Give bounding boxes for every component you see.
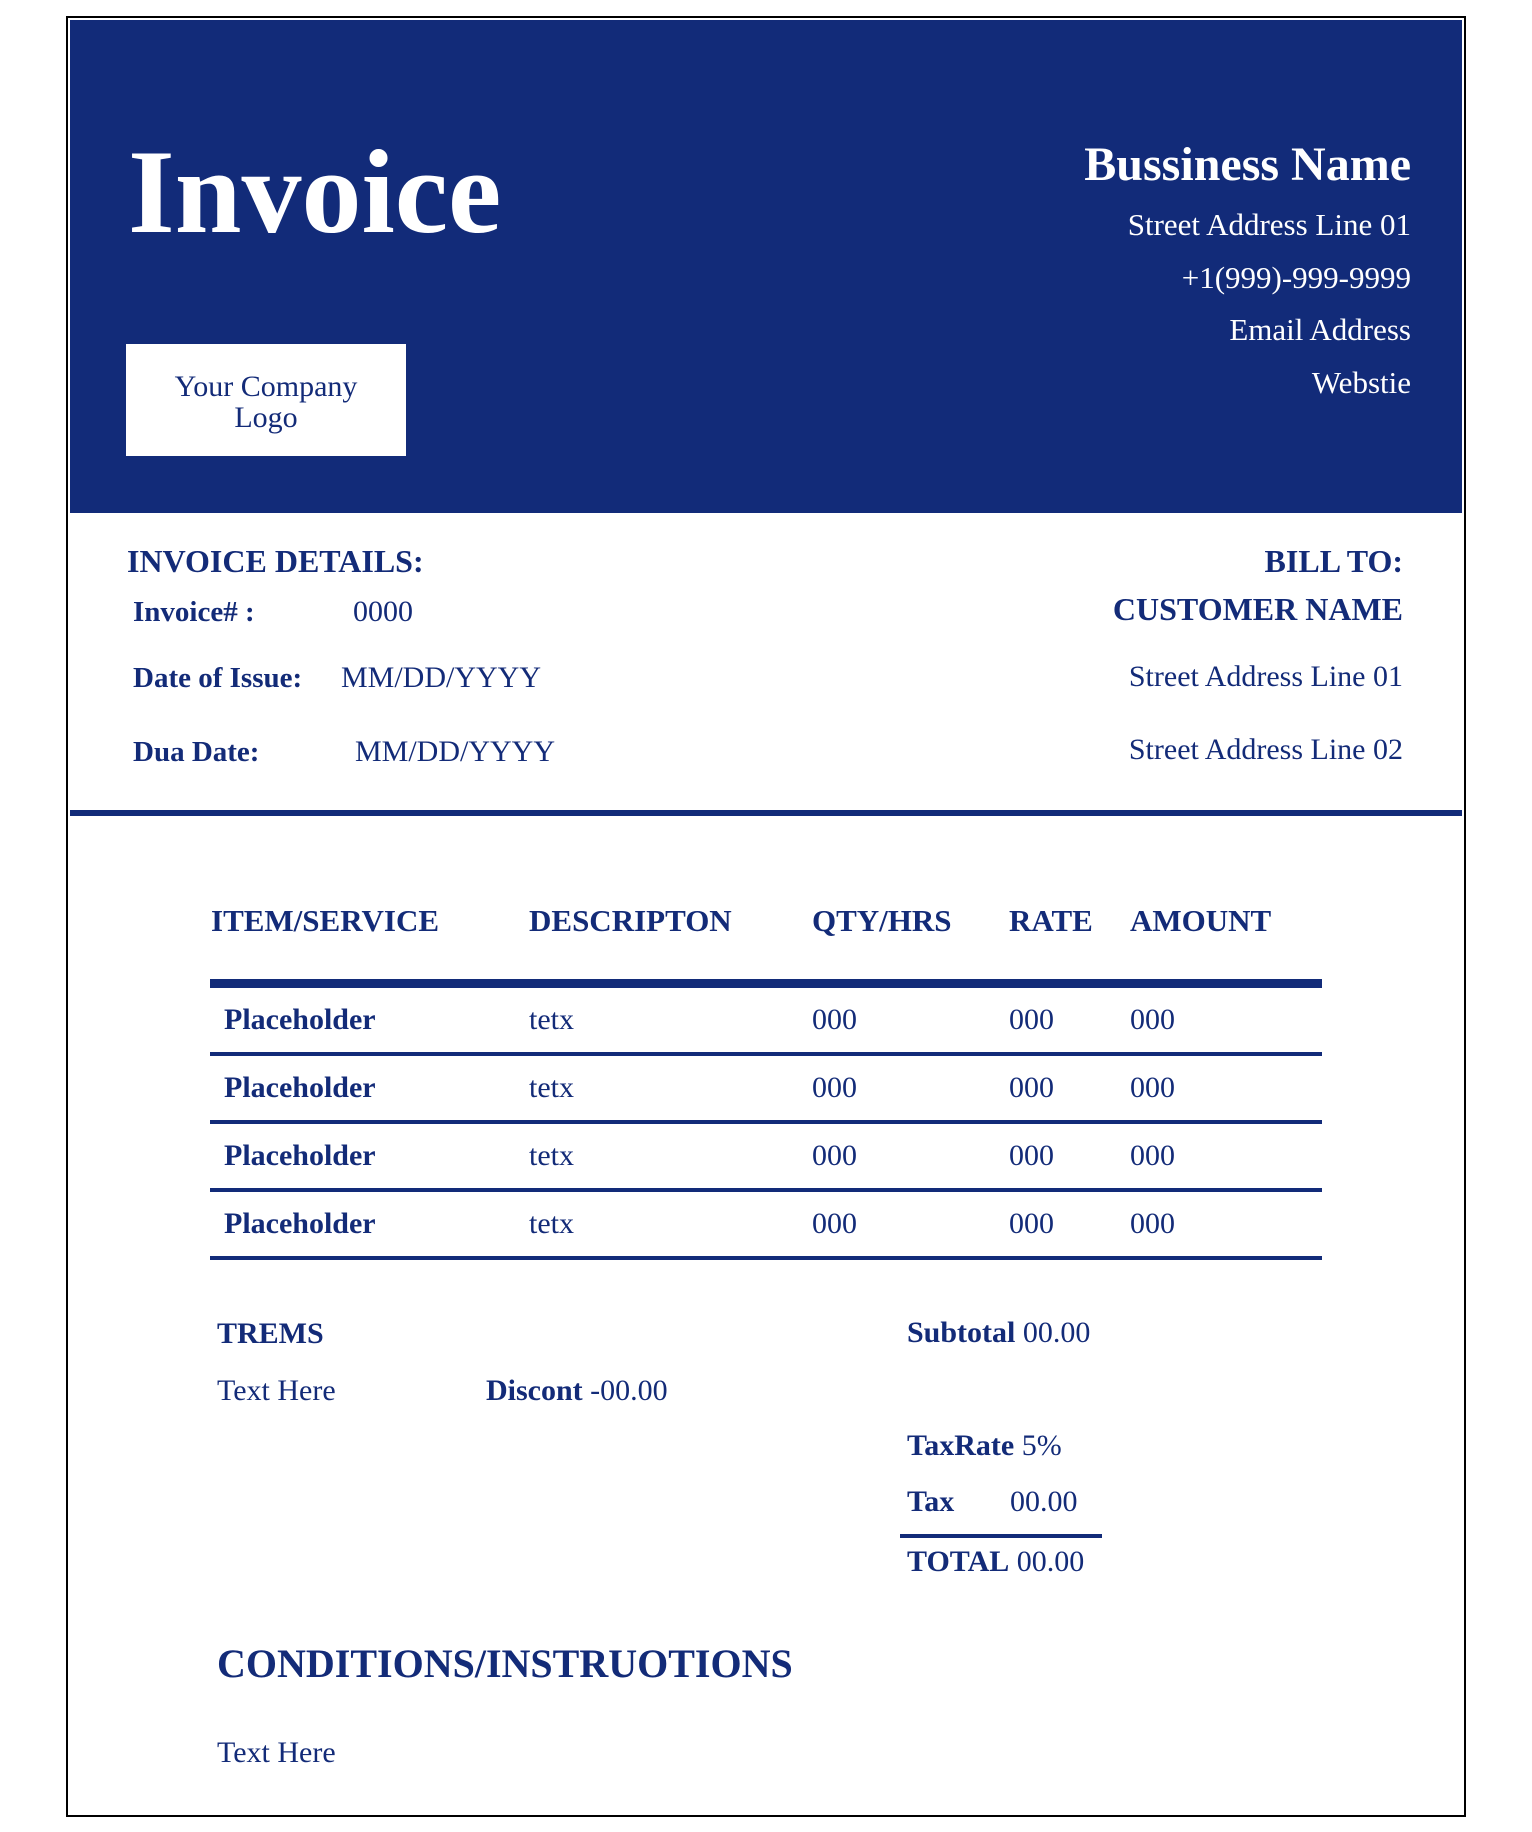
row-amount: 000 [1130, 1071, 1175, 1104]
company-logo-placeholder [126, 344, 406, 456]
business-address: Street Address Line 01 [1127, 207, 1411, 242]
logo-text-line2: Logo [234, 401, 298, 434]
row-divider [210, 1256, 1322, 1260]
bill-to-heading: BILL TO: [1264, 543, 1403, 579]
discount-value: -00.00 [590, 1374, 668, 1407]
row-qty: 000 [812, 1207, 857, 1240]
due-date-label: Dua Date: [133, 736, 260, 768]
row-rate: 000 [1009, 1207, 1054, 1240]
column-header-item: ITEM/SERVICE [211, 903, 440, 938]
business-website: Webstie [1311, 365, 1411, 400]
customer-address-line2: Street Address Line 02 [1128, 733, 1403, 766]
row-qty: 000 [812, 1139, 857, 1172]
subtotal-label: Subtotal [907, 1316, 1016, 1349]
business-email: Email Address [1229, 312, 1411, 347]
tax-label: Tax [907, 1485, 955, 1518]
terms-heading: TREMS [217, 1317, 324, 1350]
total-label: TOTAL [907, 1545, 1010, 1578]
customer-name: CUSTOMER NAME [1112, 591, 1403, 627]
row-description: tetx [529, 1139, 574, 1172]
terms-text: Text Here [217, 1374, 336, 1407]
section-divider [70, 810, 1462, 816]
discount-label: Discont [486, 1374, 583, 1407]
conditions-heading: CONDITIONS/INSTRUOTIONS [217, 1641, 793, 1686]
taxrate-value: 5% [1021, 1429, 1062, 1462]
conditions-text: Text Here [217, 1736, 336, 1769]
issue-date-label: Date of Issue: [133, 662, 303, 694]
invoice-number-value: 0000 [353, 595, 413, 628]
due-date-value: MM/DD/YYYY [355, 735, 556, 768]
row-divider [210, 1052, 1322, 1056]
row-amount: 000 [1130, 1207, 1175, 1240]
column-header-amount: AMOUNT [1130, 903, 1272, 938]
row-description: tetx [529, 1207, 574, 1240]
row-item: Placeholder [224, 1139, 376, 1172]
invoice-details-heading: INVOICE DETAILS: [127, 543, 424, 579]
row-divider [210, 1120, 1322, 1124]
row-item: Placeholder [224, 1003, 376, 1036]
invoice-number-label: Invoice# : [133, 596, 255, 628]
subtotal-value: 00.00 [1022, 1316, 1091, 1349]
business-phone: +1(999)-999-9999 [1181, 260, 1411, 295]
taxrate-label: TaxRate [907, 1429, 1015, 1462]
total-rule [900, 1534, 1102, 1538]
total-row [907, 1547, 1084, 1577]
logo-text-line1: Your Company [174, 370, 358, 403]
row-amount: 000 [1130, 1139, 1175, 1172]
discount-row [486, 1376, 668, 1406]
business-name: Bussiness Name [1084, 138, 1411, 191]
row-item: Placeholder [224, 1207, 376, 1240]
row-divider [210, 1188, 1322, 1192]
row-description: tetx [529, 1071, 574, 1104]
invoice-title: Invoice [128, 125, 502, 258]
row-description: tetx [529, 1003, 574, 1036]
row-qty: 000 [812, 1071, 857, 1104]
table-header-rule [210, 979, 1322, 988]
customer-address-line1: Street Address Line 01 [1128, 660, 1403, 693]
row-qty: 000 [812, 1003, 857, 1036]
row-rate: 000 [1009, 1003, 1054, 1036]
issue-date-value: MM/DD/YYYY [341, 661, 542, 694]
row-item: Placeholder [224, 1071, 376, 1104]
taxrate-row [907, 1431, 1062, 1461]
column-header-rate: RATE [1009, 903, 1093, 938]
row-amount: 000 [1130, 1003, 1175, 1036]
row-rate: 000 [1009, 1139, 1054, 1172]
subtotal-row [907, 1318, 1090, 1348]
column-header-qty: QTY/HRS [812, 903, 952, 938]
column-header-description: DESCRIPTON [529, 903, 732, 938]
row-rate: 000 [1009, 1071, 1054, 1104]
total-value: 00.00 [1016, 1545, 1085, 1578]
tax-value: 00.00 [1010, 1485, 1078, 1518]
